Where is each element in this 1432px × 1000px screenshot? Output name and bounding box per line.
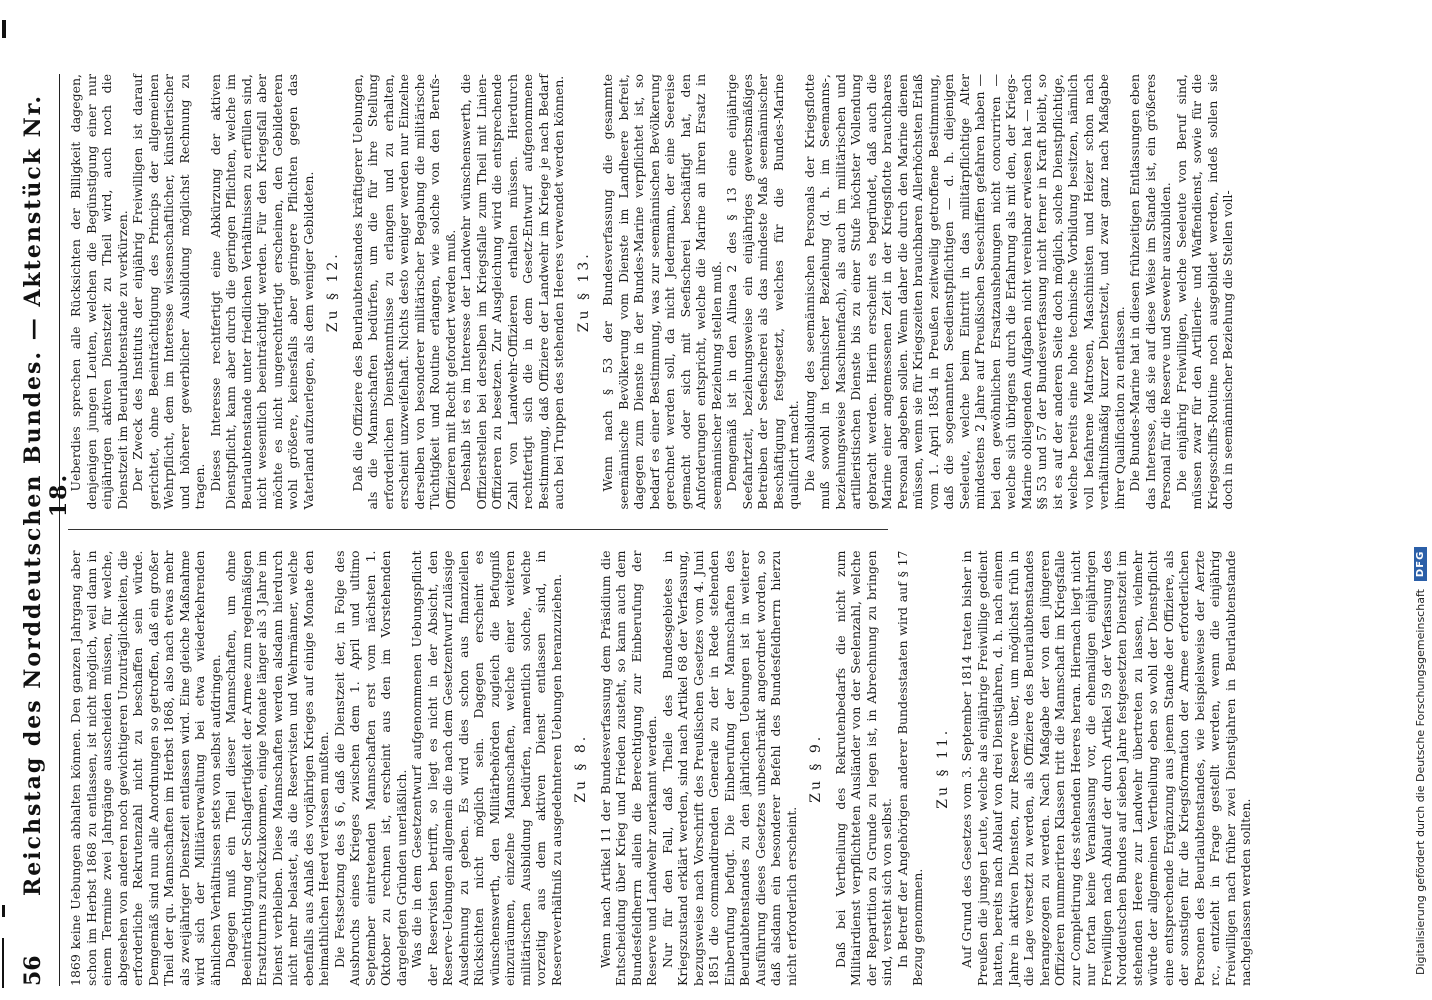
document-page — [16, 60, 1411, 1000]
text-column-right — [68, 74, 1235, 510]
scan-edge-mark — [2, 20, 6, 38]
column-divider — [68, 530, 888, 531]
page-number: 56 — [20, 955, 46, 986]
paragraph: Was die in dem Gesetzentwurf aufgenommenen Uebungspflicht der Reservisten betrifft, so liegt es nicht in der Absicht, den Reserve-Uebungen allgemein die nach dem Gesetzentwurf zulässige Ausdehnung zu geben. Es wird dies schon aus finanziellen Rücksichten nicht möglich sein. Dagegen erscheint es wünschenswerth, den Militärbehörden zugleich die Befugniß einzuräumen, einzelne Mannschaften, welche einer weiteren militärischen Ausbildung bedürfen, namentlich solche, welche vorzeitig aus dem aktiven Dienst entlassen sind, in Reserveverhältniß zu ausgedehnteren Uebungen heranzuziehen. — [409, 550, 564, 986]
paragraph: Wenn nach § 53 der Bundesverfassung die gesammte seemännische Bevölkerung vom Dienste im Landheere befreit, dagegen zum Dienste in der Bundes-Marine verpflichtet ist, so bedarf es einer Bestimmung, was zur seemännischen Bevölkerung gerechnet werden soll, da nicht Jedermann, der eine Seereise gemacht oder sich mit Seefischerei beschäftigt hat, den Anforderungen entspricht, welche die Marine an ihren Ersatz in seemännischer Beziehung stellen muß. — [600, 74, 724, 510]
scan-edge-mark — [2, 905, 5, 917]
paragraph: Dagegen muß ein Theil dieser Mannschaften, um ohne Beeinträchtigung der Schlagfertigkeit der Armee zum regelmäßigen Ersatzturnus zurückzukommen, einige Monate länger als 3 Jahre im Dienst verbleiben. Diese Mannschaften werden alsdann hierdurch nicht mehr belastet, als die Reservisten und Wehrmänner, welche ebenfalls aus Anlaß des vorjährigen Krieges auf einige Monate den heimathlichen Heerd verlassen mußten. — [223, 550, 331, 986]
paragraph: Die einjährig Freiwilligen, welche Seeleute von Beruf sind, müssen zwar für den Artillerie- und Waffendienst, sowie für die Kriegsschiffs-Routine noch ausgebildet werden, indeß sollen sie doch in seemännischer Beziehung die Stellen voll- — [1173, 74, 1235, 510]
dfg-logo: DFG — [1414, 547, 1427, 581]
paragraph: In Betreff der Angehörigen anderer Bundesstaaten wird auf § 17 Bezug genommen. — [894, 550, 925, 986]
text-columns — [60, 74, 1253, 986]
paragraph: Der Zweck des Instituts der einjährig Freiwilligen ist darauf gerichtet, ohne Beeinträchtigung des Princips der allgemeinen Wehrpflicht, dem im Interesse wissenschaftlicher, künstlerischer und höherer gewerblicher Ausbildung möglichst Rechnung zu tragen. — [130, 74, 207, 510]
section-heading: Zu § 8. — [573, 733, 589, 803]
digitization-credit — [1414, 15, 1427, 975]
paragraph: Die Festsetzung des § 6, daß die Dienstzeit der, in Folge des Ausbruchs eines Krieges zwischen dem 1. April und ultimo September eintretenden Mannschaften erst vom nächsten 1. Oktober zu rechnen ist, erscheint aus den im Vorstehenden dargelegten Gründen unerläßlich. — [331, 550, 409, 986]
paragraph: Die Ausbildung des seemännischen Personals der Kriegsflotte muß sowohl in technischer Beziehung (d. h. im Seemanns-, beziehungsweise Maschinenfach), als auch im militärischen und artilleristischen Dienste bis zu einer Stufe höchster Vollendung gebracht werden. Hierin erscheint es begründet, daß auch die Marine einer angemessenen Zeit in der Kriegsflotte brauchbares Personal abgeben sollen. Wenn daher die durch den Marine dienen müssen, wenn sie für Kriegszeiten brauchbaren Allerhöchsten Erlaß vom 1. April 1854 in Preußen zeitweilig getroffene Bestimmung, daß die sogenannten Seedienstpflichtigen — d. h. diejenigen Seeleute, welche beim Eintritt in das militärpflichtige Alter mindestens 2 Jahre auf Preußischen Seeschiffen gefahren haben — bei den gewöhnlichen Ersatzaushebungen nicht concurriren — welche sich übrigens durch die Erfahrung als mit den, der Kriegs-Marine obliegenden Aufgaben nicht vereinbar erwiesen hat — nach §§ 53 und 57 der Bundesverfassung nicht ferner in Kraft bleibt, so ist es auf der anderen Seite doch möglich, solche Dienstpflichtige, welche bereits eine hohe technische Vorbildung besitzen, nämlich voll befahrene Matrosen, Maschinisten und Heizer schon nach verhältnißmäßig kurzer Dienstzeit, und zwar ganz nach Maßgabe ihrer Qualification zu entlassen. — [801, 74, 1127, 510]
section-heading: Zu § 13. — [575, 251, 592, 333]
paragraph: 1869 keine Uebungen abhalten können. Den ganzen Jahrgang aber schon im Herbst 1868 zu entlassen, ist nicht möglich, weil dann in einem Termine zwei Jahrgänge ausscheiden müssen, für welche, abgesehen von anderen noch gewichtigeren Unzuträglichkeiten, die erforderliche Rekrutenzahl nicht zu beschaffen sein würde. Demgemäß sind nun alle Anordnungen so getroffen, daß ein großer Theil der qu. Mannschaften im Herbst 1868, also nach etwas mehr als zweijähriger Dienstzeit entlassen wird. Eine gleiche Maßnahme wird sich der Militärverwaltung bei etwa wiederkehrenden ähnlichen Verhältnissen stets von selbst aufdringen. — [68, 550, 223, 986]
section-heading: Zu § 12. — [325, 251, 341, 333]
running-title: Reichstag des Norddeutschen Bundes. — Aktenstück Nr. 18. — [20, 94, 72, 896]
text-column-left — [68, 550, 1253, 987]
paragraph: Auf Grund des Gesetzes vom 3. September 1814 traten bisher in Preußen die jungen Leute, welche als einjährige Freiwillige gedient hatten, bereits nach Ablauf von drei Dienstjahren, d. h. nach einem Jahre in aktiven Diensten, zur Reserve über, um möglichst früh in die Lage versetzt zu werden, als Offiziere des Beurlaubtenstandes herangezogen zu werden. Nach Maßgabe der von den jüngeren Offizieren nummerirten Klassen tritt die Mannschaft im Kriegsfalle zur Completirung des stehenden Heeres heran. Hiernach liegt nicht nur fortan keine Veranlassung vor, die ehemaligen einjährigen Freiwilligen nach Ablauf der durch Artikel 59 der Verfassung des Norddeutschen Bundes auf sieben Jahre festgesetzten Dienstzeit im stehenden Heere zur Landwehr übertreten zu lassen, vielmehr würde der allgemeinen Vertheilung eben so wohl der Dienstpflicht eine entsprechende Ergänzung aus jenem Stande der Offiziere, als der sonstigen für die Kriegsformation der Armee erforderlichen Personen des Beurlaubtenstandes, wie beispielsweise der Aerzte rc., entzieht in Frage gestellt werden, wenn die einjährig Freiwilligen nach früher zwei Dienstjahren in Beurlaubtenstande nachgelassen werden sollten. — [959, 550, 1253, 986]
paragraph: Ueberdies sprechen alle Rücksichten der Billigkeit dagegen, denjenigen jungen Leuten, welchen die Begünstigung einer nur einjährigen aktiven Dienstzeit zu Theil wird, auch noch die Dienstzeit im Beurlaubtenstande zu verkürzen. — [68, 74, 130, 510]
paragraph: Deshalb ist es im Interesse der Landwehr wünschenswerth, die Offizierstellen bei derselben im Kriegsfalle zum Theil mit Linien-Offizieren zu besetzen. Zur Ausgleichung wird die entsprechende Zahl von Landwehr-Offizieren erhalten müssen. Hierdurch rechtfertigt sich die in dem Gesetz-Entwurf aufgenommene Bestimmung, daß Offiziere der Landwehr im Kriege je nach Bedarf auch bei Truppen des stehenden Heeres verwendet werden können. — [458, 74, 566, 510]
section-heading: Zu § 11. — [934, 727, 951, 809]
paragraph: Nur für den Fall, daß Theile des Bundesgebietes in Kriegszustand erklärt werden, sind nach Artikel 68 der Verfassung, bezugsweise nach Vorschrift des Preußischen Gesetzes vom 4. Juni 1851 die commandirenden Generale zu der in Rede stehenden Einberufung befugt. Die Einberufung der Mannschaften des Beurlaubtenstandes zu den jährlichen Uebungen ist in weiterer Ausführung dieses Gesetzes unbeschränkt angeordnet worden, so daß alsdann ein besonderer Befehl des Bundesfeldherrn hierzu nicht erforderlich erscheint. — [659, 550, 799, 986]
scan-edge-mark — [2, 938, 4, 988]
paragraph: Dieses Interesse rechtfertigt eine Abkürzung der aktiven Dienstpflicht, kann aber durch die geringen Pflichten, welche im Beurlaubtenstande unter friedlichen Verhältnissen zu erfüllen sind, nicht wesentlich beeinträchtigt werden. Für den Kriegsfall aber möchte es nicht ungerechtfertigt erscheinen, den Gebildeteren wohl größere, keinesfalls aber geringere Pflichten gegen das Vaterland aufzuerlegen, als dem weniger Gebildeten. — [207, 74, 316, 510]
page-header — [20, 74, 72, 986]
paragraph: Die Bundes-Marine hat in diesen frühzeitigen Entlassungen eben das Interesse, daß sie auf diese Weise im Stande ist, ein größeres Personal für die Reserve und Seewehr auszubilden. — [1127, 74, 1173, 510]
paragraph: Daß die Offiziere des Beurlaubtenstandes kräftigerer Uebungen, als die Mannschaften bedürfen, um die für ihre Stellung erforderlichen Dienstkenntnisse zu erlangen und zu erhalten, erscheint unzweifelhaft. Nichts desto weniger werden nur Einzelne derselben von besonderer militärischer Begabung die militärische Tüchtigkeit und Routine erlangen, wie solche von den Berufs-Offizieren mit Recht gefordert werden muß. — [349, 74, 458, 510]
section-heading: Zu § 9. — [808, 733, 824, 803]
paragraph: Wenn nach Artikel 11 der Bundesverfassung dem Präsidium die Entscheidung über Krieg und Frieden zusteht, so kann auch dem Bundesfeldherrn allein die Berechtigung zur Einberufung der Reserve und Landwehr zuerkannt werden. — [597, 550, 659, 986]
credit-text: Digitalisierung gefördert durch die Deutsche Forschungsgemeinschaft — [1414, 589, 1427, 975]
paragraph: Daß bei Vertheilung des Rekrutenbedarfs die nicht zum Militairdienst verpflichteten Ausländer von der Seelenzahl, welche der Repartition zu Grunde zu legen ist, in Abrechnung zu bringen sind, versteht sich von selbst. — [832, 550, 894, 986]
paragraph: Demgemäß ist in den Alinea 2 des § 13 eine einjährige Seefahrtzeit, beziehungsweise ein einjähriges gewerbsmäßiges Betreiben der Seefischerei als das mindeste Maß seemännischer Beschäftigung festgesetzt, welches für die Bundes-Marine qualificirt macht. — [724, 74, 801, 510]
